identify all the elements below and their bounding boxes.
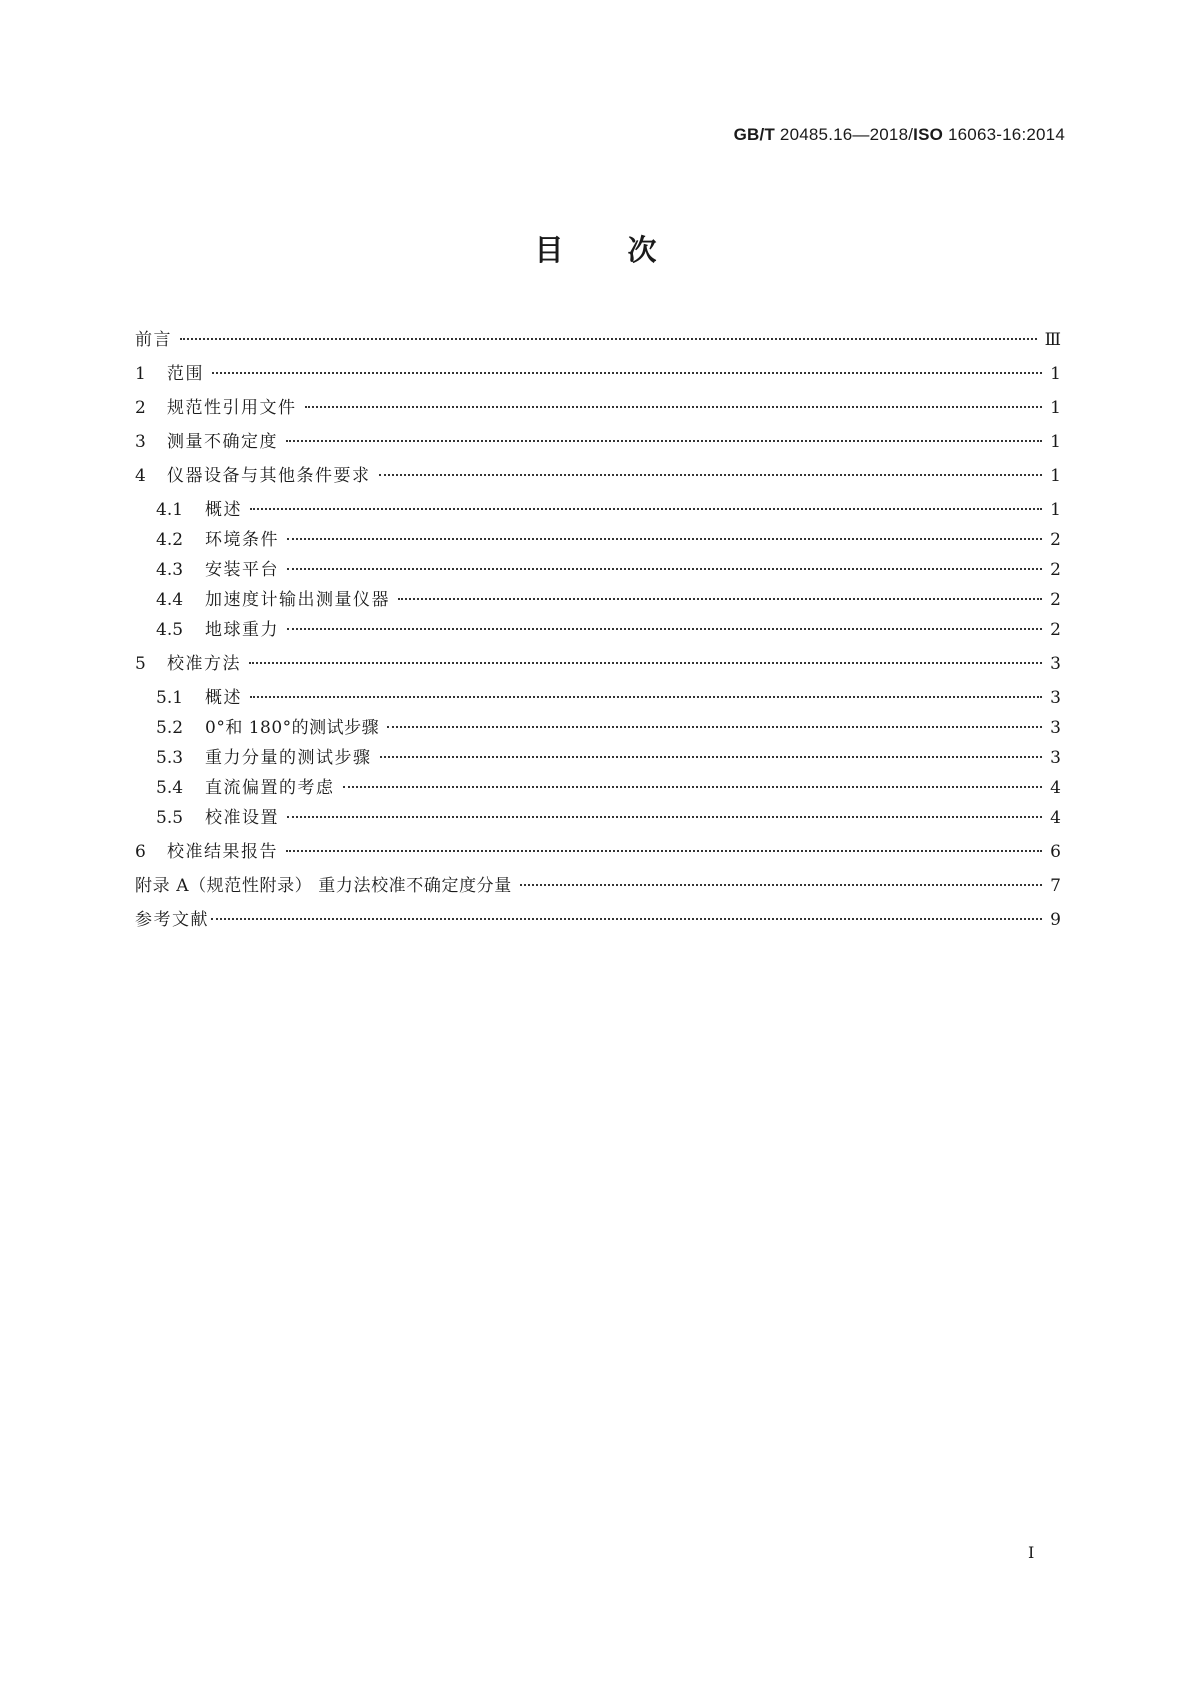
toc-label: 0°和 180°的测试步骤 [205,718,380,738]
toc-label: 规范性引用文件 [167,398,297,418]
toc-leader-dots [250,696,1042,698]
toc-page: 2 [1050,560,1061,580]
std-number: 20485.16—2018/ [779,125,914,144]
toc-number: 4.1 [156,500,184,520]
toc-label: 校准结果报告 [167,842,278,862]
toc-number: 5.3 [156,748,184,768]
toc-entry-5-5[interactable] [135,806,1061,830]
toc-entry-5-4[interactable] [135,776,1061,800]
toc-label: 校准方法 [167,654,241,674]
toc-leader-dots [180,338,1037,340]
toc-page: 1 [1050,500,1061,520]
toc-number: 5 [135,654,146,674]
toc-leader-dots [287,538,1042,540]
toc-leader-dots [398,598,1042,600]
toc-leader-dots [286,440,1042,442]
toc-page: 3 [1050,688,1061,708]
toc-label: 环境条件 [205,530,279,550]
toc-entry-annex-a[interactable] [135,874,1061,898]
toc-number: 5.1 [156,688,184,708]
toc-page: 1 [1050,398,1061,418]
toc-entry-4-4[interactable] [135,588,1061,612]
toc-page: 3 [1050,718,1061,738]
toc-page: 2 [1050,530,1061,550]
toc-entry-4-2[interactable] [135,528,1061,552]
toc-entry-1[interactable] [135,362,1061,386]
toc-number: 1 [135,364,146,384]
toc-leader-dots [387,726,1042,728]
toc-label: 仪器设备与其他条件要求 [167,466,371,486]
toc-entry-5[interactable] [135,652,1061,676]
toc-leader-dots [343,786,1043,788]
toc-label: 重力分量的测试步骤 [205,748,372,768]
toc-entry-2[interactable] [135,396,1061,420]
standard-code [734,125,1065,145]
toc-page: 9 [1050,910,1061,930]
toc-leader-dots [287,568,1042,570]
toc-entry-4-1[interactable] [135,498,1061,522]
toc-leader-dots [380,756,1043,758]
toc-leader-dots [249,662,1042,664]
toc-number: 4.2 [156,530,184,550]
toc-entry-4-5[interactable] [135,618,1061,642]
toc-label: 参考文献 [135,910,209,930]
iso-prefix: ISO [913,125,944,144]
toc-leader-dots [287,628,1042,630]
toc-leader-dots [250,508,1042,510]
toc-page: 2 [1050,590,1061,610]
toc-entry-4[interactable] [135,464,1061,488]
toc-leader-dots [287,816,1042,818]
toc-label: 概述 [205,500,242,520]
toc-number: 5.2 [156,718,184,738]
toc-entry-3[interactable] [135,430,1061,454]
toc-label: 地球重力 [205,620,279,640]
toc-label: 加速度计输出测量仪器 [205,590,390,610]
toc-label: 范围 [167,364,204,384]
toc-number: 5.5 [156,808,184,828]
toc-page: 3 [1050,654,1061,674]
toc-page: 1 [1050,364,1061,384]
toc-label: 安装平台 [205,560,279,580]
toc-entry-4-3[interactable] [135,558,1061,582]
iso-number: 16063-16:2014 [948,125,1065,144]
toc-number: 4 [135,466,146,486]
toc-label: 前言 [135,330,172,350]
toc-label: 直流偏置的考虑 [205,778,335,798]
toc-page: 3 [1050,748,1061,768]
toc-label: 测量不确定度 [167,432,278,452]
toc-number: 4.3 [156,560,184,580]
toc-label: 校准设置 [205,808,279,828]
toc-entry-5-1[interactable] [135,686,1061,710]
toc-label: 附录 A（规范性附录） 重力法校准不确定度分量 [135,876,512,896]
toc-entry-bibliography[interactable] [135,908,1061,932]
toc-entry-5-2[interactable] [135,716,1061,740]
toc-number: 2 [135,398,146,418]
toc-page: Ⅲ [1044,330,1061,350]
toc-number: 6 [135,842,146,862]
page-number: I [1028,1543,1035,1562]
page-title: 目次 [534,233,721,267]
toc-leader-dots [211,918,1042,920]
toc-page: 1 [1050,466,1061,486]
toc-leader-dots [379,474,1043,476]
toc-page: 4 [1050,808,1061,828]
toc-page: 2 [1050,620,1061,640]
toc-page: 4 [1050,778,1061,798]
toc-entry-foreword[interactable] [135,328,1061,352]
toc-leader-dots [520,884,1042,886]
toc-page: 6 [1050,842,1061,862]
toc-leader-dots [305,406,1043,408]
toc-number: 5.4 [156,778,184,798]
toc-number: 3 [135,432,146,452]
toc-number: 4.5 [156,620,184,640]
std-prefix: GB/T [733,125,775,144]
toc-leader-dots [212,372,1042,374]
toc-label: 概述 [205,688,242,708]
toc-leader-dots [286,850,1042,852]
toc-number: 4.4 [156,590,184,610]
toc-entry-5-3[interactable] [135,746,1061,770]
toc-entry-6[interactable] [135,840,1061,864]
toc-page: 1 [1050,432,1061,452]
toc-page: 7 [1050,876,1061,896]
